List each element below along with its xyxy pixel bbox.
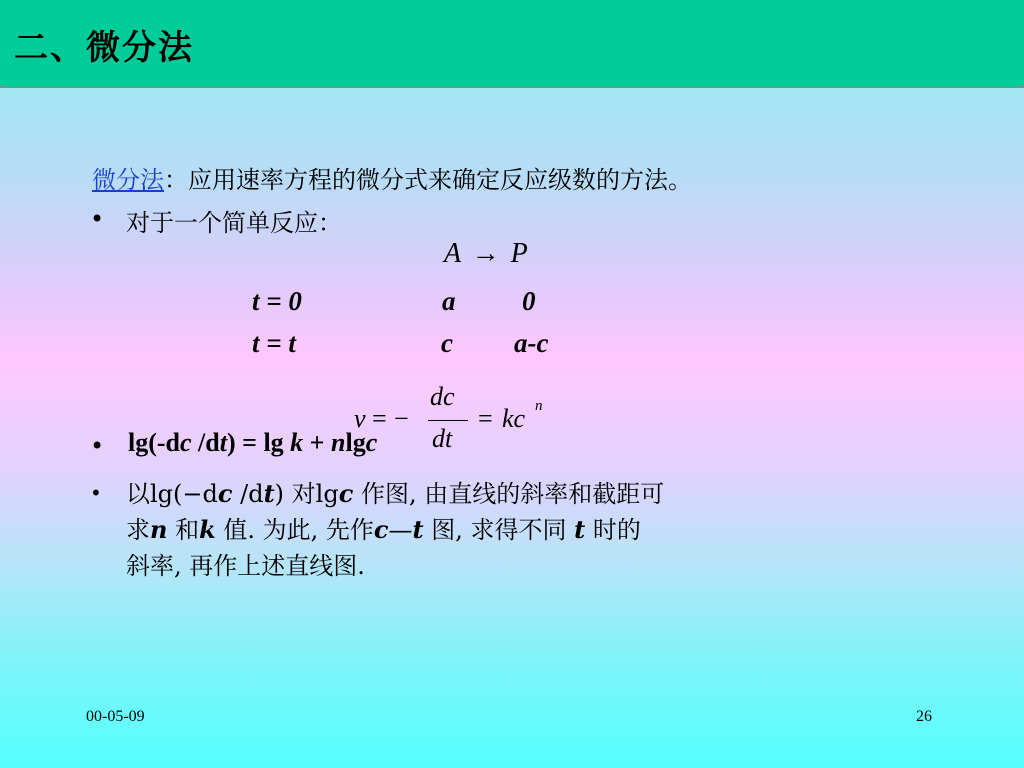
table-row-value-a-1: c xyxy=(441,328,453,358)
rate-equation xyxy=(354,380,554,460)
equals-sign-1: = xyxy=(372,404,387,433)
text-part: ) 对lg xyxy=(274,480,339,508)
eq-part: ) = lg xyxy=(226,428,291,457)
bullet-marker: • xyxy=(90,205,105,233)
arrow-icon: → xyxy=(471,238,500,269)
minus-sign: − xyxy=(394,404,409,433)
bullet-item-method-line2 xyxy=(126,510,641,545)
text-part: 时的 xyxy=(585,516,641,544)
rate-lhs: v xyxy=(354,404,366,433)
reaction-equation xyxy=(444,238,528,270)
fraction-denominator: dt xyxy=(432,424,453,453)
bullet-marker: • xyxy=(90,432,105,460)
text-part: t xyxy=(412,515,424,544)
definition-term: 微分法 xyxy=(92,166,164,194)
table-row-value-p-1: a-c xyxy=(514,328,549,358)
product: P xyxy=(510,238,528,269)
eq-part: lg(-d xyxy=(128,428,180,457)
eq-part: c xyxy=(365,428,378,457)
text-part: 图, 求得不同 xyxy=(423,516,575,544)
text-part: t xyxy=(263,479,275,508)
reactant: A xyxy=(444,238,461,269)
table-row-label-0 xyxy=(252,286,302,317)
bullet-item-simple-reaction: 对于一个简单反应： xyxy=(126,209,342,237)
eq-part: lg xyxy=(345,428,366,457)
eq-part: + xyxy=(303,428,331,457)
eq-part: /d xyxy=(191,428,220,457)
text-part: t xyxy=(574,515,586,544)
text-part: /d xyxy=(232,480,264,508)
table-row-label-1 xyxy=(252,328,296,359)
row-label-text: t = 0 xyxy=(252,286,302,316)
text-part: — xyxy=(388,516,413,544)
text-part: 值. 为此, 先作 xyxy=(215,516,374,544)
slide-header xyxy=(0,0,1024,88)
bullet-item-log-equation xyxy=(128,428,377,458)
row-label-text: t = t xyxy=(252,328,296,358)
footer-date: 00-05-09 xyxy=(86,708,145,725)
rate-rhs: kc xyxy=(502,404,526,433)
fraction-numerator: dc xyxy=(430,382,455,411)
bullet-marker: • xyxy=(90,481,102,505)
text-part: c xyxy=(338,479,354,508)
table-row-value-p-0: 0 xyxy=(522,286,536,316)
definition-text: ：应用速率方程的微分式来确定反应级数的方法。 xyxy=(164,166,692,194)
text-part: c xyxy=(373,515,389,544)
bullet-item-method-line1 xyxy=(126,474,664,509)
text-part: 以lg(−d xyxy=(126,480,218,508)
text-part: c xyxy=(217,479,233,508)
text-part: 和 xyxy=(167,516,200,544)
page-number: 26 xyxy=(916,708,932,725)
text-part: 作图, 由直线的斜率和截距可 xyxy=(353,480,665,508)
eq-part: t xyxy=(219,428,227,457)
slide-title: 二、微分法 xyxy=(14,28,194,68)
eq-part: c xyxy=(180,428,192,457)
eq-part: n xyxy=(331,428,346,457)
text-part: 求 xyxy=(126,516,150,544)
table-row-value-a-0: a xyxy=(442,286,456,316)
bullet-item-method-line3: 斜率, 再作上述直线图. xyxy=(126,552,365,580)
rate-exponent: n xyxy=(535,398,543,414)
equals-sign-2: = xyxy=(478,404,493,433)
text-part: n xyxy=(150,515,168,544)
definition-line xyxy=(92,160,692,195)
fraction-bar xyxy=(428,420,468,421)
eq-part: k xyxy=(290,428,304,457)
text-part: k xyxy=(199,515,216,544)
